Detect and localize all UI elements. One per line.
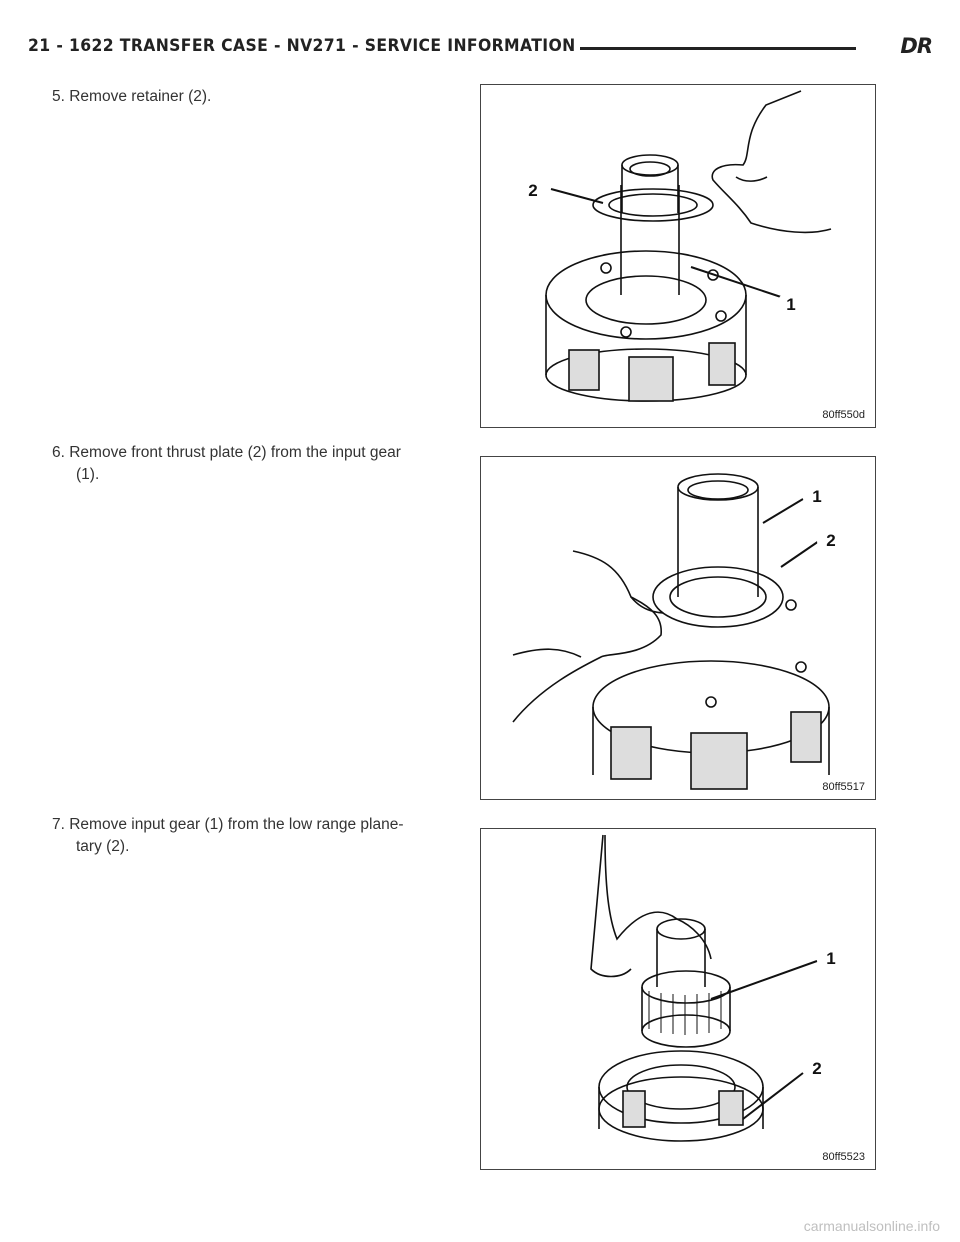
callout-1: 1 [777,291,805,319]
step-text-continued: tary (2). [76,838,130,855]
watermark: carmanualsonline.info [803,1218,940,1234]
callout-2: 2 [817,527,845,555]
figure-code: 80ff5517 [822,781,865,793]
callout-1: 1 [803,483,831,511]
figure-code: 80ff550d [822,409,865,421]
step-text-continued: (1). [76,466,100,483]
step-5-text [52,86,442,108]
step-6-text [52,442,442,486]
callout-2: 2 [803,1055,831,1083]
retainer-illustration [481,85,875,427]
figure-remove-input-gear [480,828,876,1170]
figure-remove-retainer [480,84,876,428]
figure-code: 80ff5523 [822,1151,865,1163]
figure-remove-thrust-plate [480,456,876,800]
step-7-text [52,814,442,858]
header-rule [580,47,856,50]
callout-1: 1 [817,945,845,973]
dr-logo: DR [900,34,932,58]
callout-2: 2 [519,177,547,205]
page-title: 21 - 1622 TRANSFER CASE - NV271 - SERVICE INFORMATION [28,36,576,56]
step-text-line: 6. Remove front thrust plate (2) from the input gear [52,444,401,461]
input-gear-illustration [481,829,875,1169]
step-text-line: 7. Remove input gear (1) from the low range plane- [52,816,404,833]
step-text: 5. Remove retainer (2). [52,88,212,105]
page-header [28,36,932,62]
